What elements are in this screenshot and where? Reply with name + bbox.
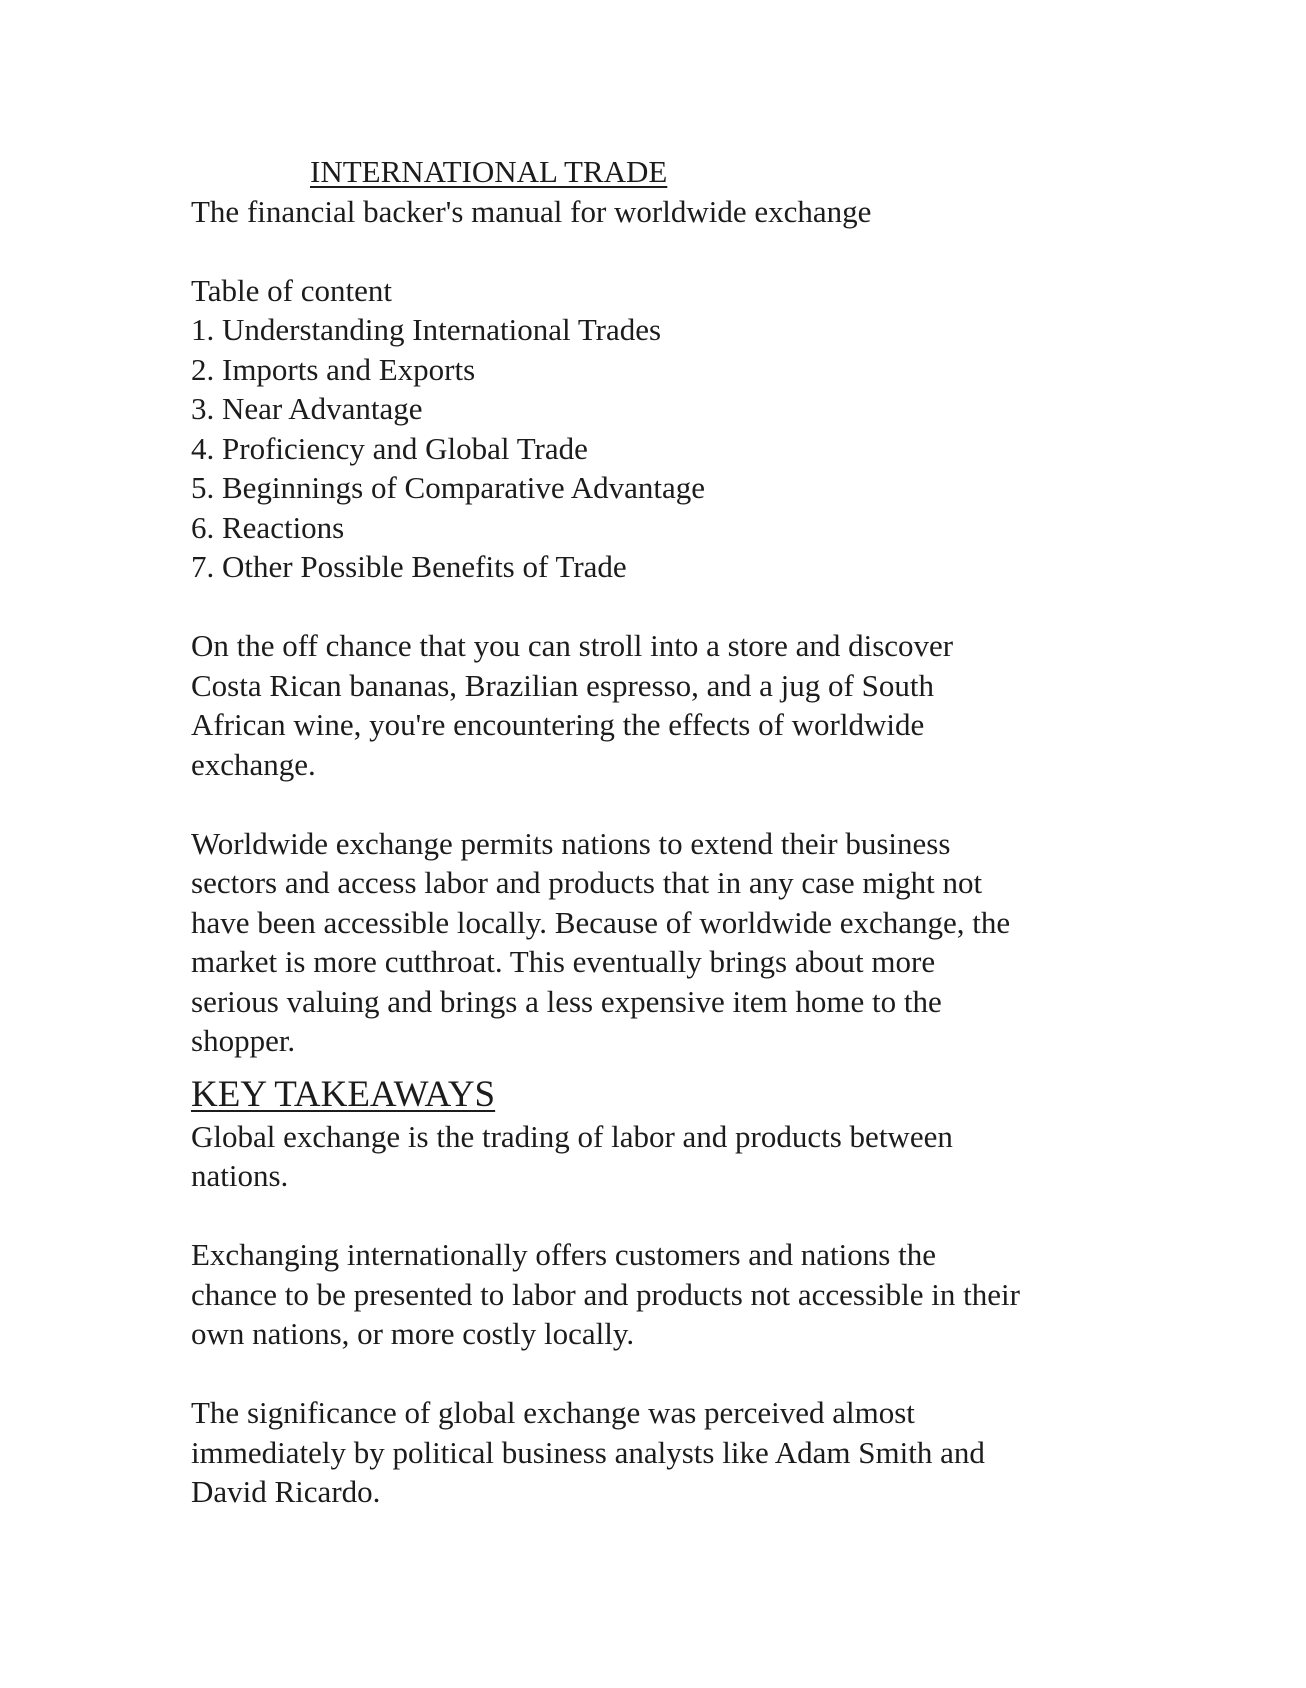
document-title: INTERNATIONAL TRADE: [310, 154, 668, 189]
spacer: [191, 231, 1121, 271]
toc-list: [191, 310, 1121, 587]
document-subtitle: The financial backer's manual for worldwide exchange: [191, 193, 872, 229]
takeaway-paragraph: [191, 1117, 1121, 1196]
toc-item: 7. Other Possible Benefits of Trade: [191, 549, 627, 584]
paragraph-line: On the off chance that you can stroll into a store and discover: [191, 628, 954, 663]
toc-item: 6. Reactions: [191, 509, 345, 545]
toc-item: 1. Understanding International Trades: [191, 312, 662, 347]
paragraph-line: exchange.: [191, 746, 316, 782]
paragraph-line: sectors and access labor and products that in any case might not: [191, 865, 983, 900]
toc-item: 3. Near Advantage: [191, 391, 423, 426]
paragraph-line: have been accessible locally. Because of worldwide exchange, the: [191, 904, 1011, 940]
paragraph-line: Global exchange is the trading of labor and products between: [191, 1118, 953, 1154]
spacer: [191, 784, 1121, 824]
paragraph-line: David Ricardo.: [191, 1474, 381, 1509]
toc-heading: Table of content: [191, 272, 392, 308]
key-takeaways-heading: KEY TAKEAWAYS: [191, 1073, 496, 1115]
spacer: [191, 1354, 1121, 1394]
paragraph-line: market is more cutthroat. This eventually brings about more: [191, 944, 936, 979]
spacer: [191, 1196, 1121, 1236]
paragraph-line: serious valuing and brings a less expensive item home to the: [191, 983, 942, 1019]
takeaway-paragraph: [191, 1235, 1121, 1354]
paragraph-line: Exchanging internationally offers customers and nations the: [191, 1237, 936, 1272]
intro-paragraph: [191, 626, 1121, 784]
toc-item: 2. Imports and Exports: [191, 351, 476, 387]
paragraph-line: own nations, or more costly locally.: [191, 1316, 635, 1351]
toc-item: 4. Proficiency and Global Trade: [191, 430, 588, 466]
paragraph-line: The significance of global exchange was perceived almost: [191, 1395, 915, 1430]
paragraph-line: nations.: [191, 1158, 289, 1193]
paragraph-line: shopper.: [191, 1023, 296, 1058]
paragraph-line: African wine, you're encountering the effects of worldwide: [191, 707, 925, 742]
paragraph-line: Costa Rican bananas, Brazilian espresso, and a jug of South: [191, 667, 934, 703]
paragraph-line: chance to be presented to labor and products not accessible in their: [191, 1276, 1020, 1312]
paragraph-line: Worldwide exchange permits nations to extend their business: [191, 825, 951, 861]
document-body: [191, 152, 1121, 1512]
body-paragraph: [191, 824, 1121, 1061]
paragraph-line: immediately by political business analysts like Adam Smith and: [191, 1434, 985, 1470]
toc-item: 5. Beginnings of Comparative Advantage: [191, 470, 705, 505]
spacer: [191, 587, 1121, 627]
takeaway-paragraph: [191, 1393, 1121, 1512]
